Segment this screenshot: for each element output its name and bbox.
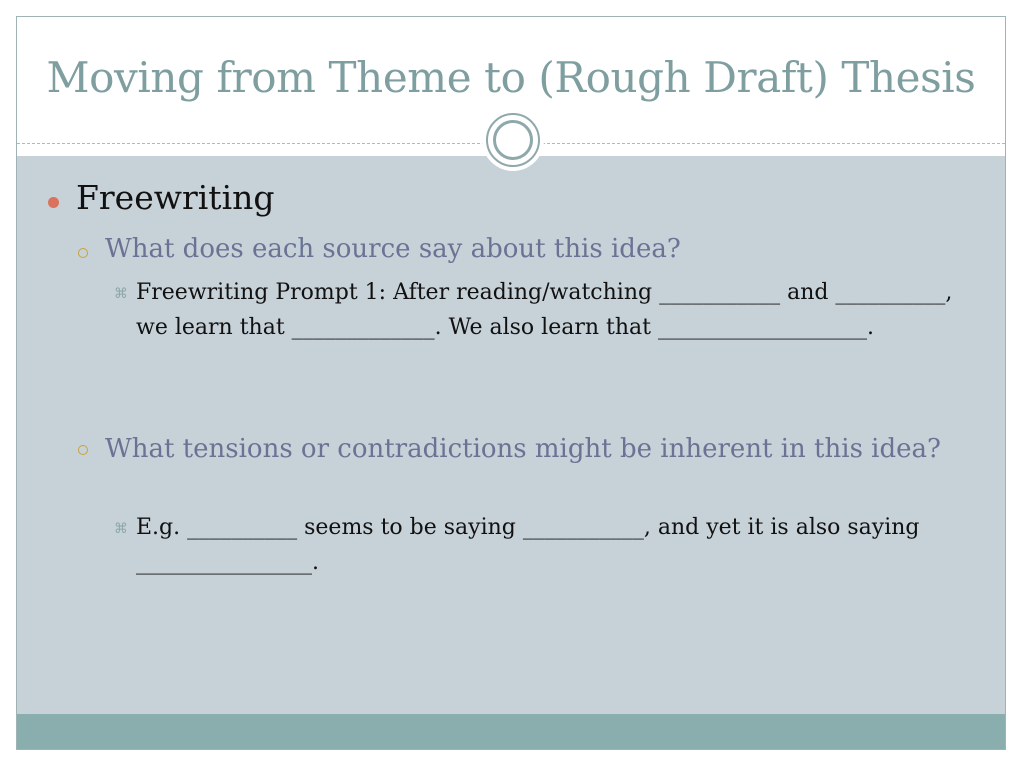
bullet-level3-example: E.g. __________ seems to be saying ___________, and yet it is also saying ________________. [136, 515, 920, 575]
bullet-level2-tensions: What tensions or contradictions might be inherent in this idea? [105, 434, 941, 464]
hollow-circle-bullet-icon [78, 248, 88, 258]
footer-bar [17, 714, 1005, 749]
x-mark-bullet-icon: ⌘ [114, 521, 128, 537]
bullet-level1-freewriting: Freewriting [76, 178, 275, 217]
x-mark-bullet-icon: ⌘ [114, 286, 128, 302]
inner-ring [493, 120, 533, 160]
bullet-level3-prompt1: Freewriting Prompt 1: After reading/watching ___________ and __________, we learn that _____________. We also learn that ___________________. [136, 280, 953, 340]
slide [16, 16, 1006, 750]
filled-circle-bullet-icon [48, 197, 59, 208]
double-ring-icon [486, 113, 540, 167]
hollow-circle-bullet-icon [78, 445, 88, 455]
bullet-level2-sources: What does each source say about this idea? [105, 234, 681, 264]
slide-title: Moving from Theme to (Rough Draft) Thesis [46, 53, 976, 102]
